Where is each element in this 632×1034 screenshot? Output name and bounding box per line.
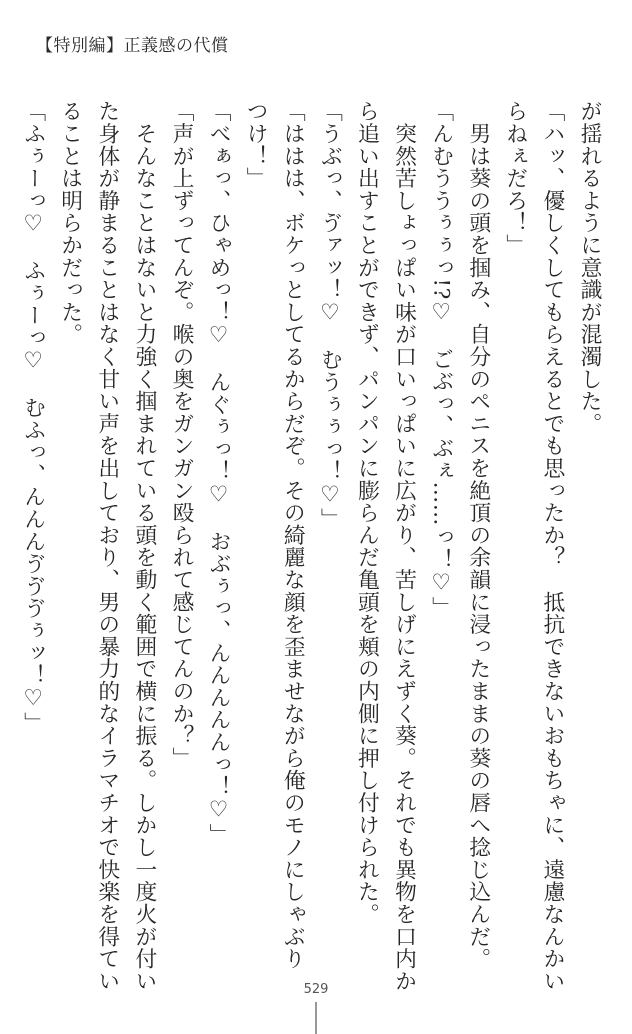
page-number: 529 (303, 982, 329, 997)
text-line: が揺れるように意識が混濁した。 (577, 100, 602, 435)
text-line: 「ハッ、優しくしてもらえるとでも思ったか？ 抵抗できないおもちゃに、遠慮なんかい (539, 100, 565, 992)
text-line: そんなことはないと力強く掴まれている頭を動く範囲で横に振る。しかし一度火が付い (131, 100, 157, 992)
text-line: ら追い出すことができず、パンパンに膨らんだ亀頭を頬の内側に押し付けられた。 (354, 100, 380, 926)
text-line: 「んむううぅぅっ!?♡ ごぶっ、ぶぇ……っ！♡」 (428, 100, 454, 619)
text-line: 「ふぅーっ♡ ふぅーっ♡ むふっ、んんんゔゔゔぅッ！♡」 (20, 100, 46, 734)
text-line: 「べぁっ、ひゃめっ！♡ んぐぅっ！♡ おぶぅっ、んんんんんっ！♡」 (206, 100, 232, 846)
text-line: た身体が静まることはなく甘い声を出しており、男の暴力的なイラマチオで快楽を得てい (94, 100, 120, 992)
page-divider-line (315, 1002, 317, 1034)
running-header-title: 【特別編】正義感の代償 (36, 36, 229, 56)
text-line: 突然苦しょっぱい味が口いっぱいに広がり、苦しげにえずく葵。それでも異物を口内か (391, 100, 417, 992)
text-line: ることは明らかだった。 (57, 100, 83, 346)
text-line: 「声が上ずってんぞ。喉の奥をガンガン殴られて感じてんのか？」 (168, 100, 194, 769)
text-line: 「うぶっ、ゔァッ！♡ むうぅぅっ！♡」 (317, 100, 343, 531)
text-line: 「ははは、ボケっとしてるからだぞ。その綺麗な顔を歪ませながら俺のモノにしゃぶり (280, 100, 306, 970)
text-line: 男は葵の頭を掴み、自分のペニスを絶頂の余韻に浸ったままの葵の唇へ捻じ込んだ。 (465, 100, 491, 970)
text-line: つけ！」 (243, 100, 269, 190)
text-line: らねぇだろ！」 (502, 100, 528, 257)
